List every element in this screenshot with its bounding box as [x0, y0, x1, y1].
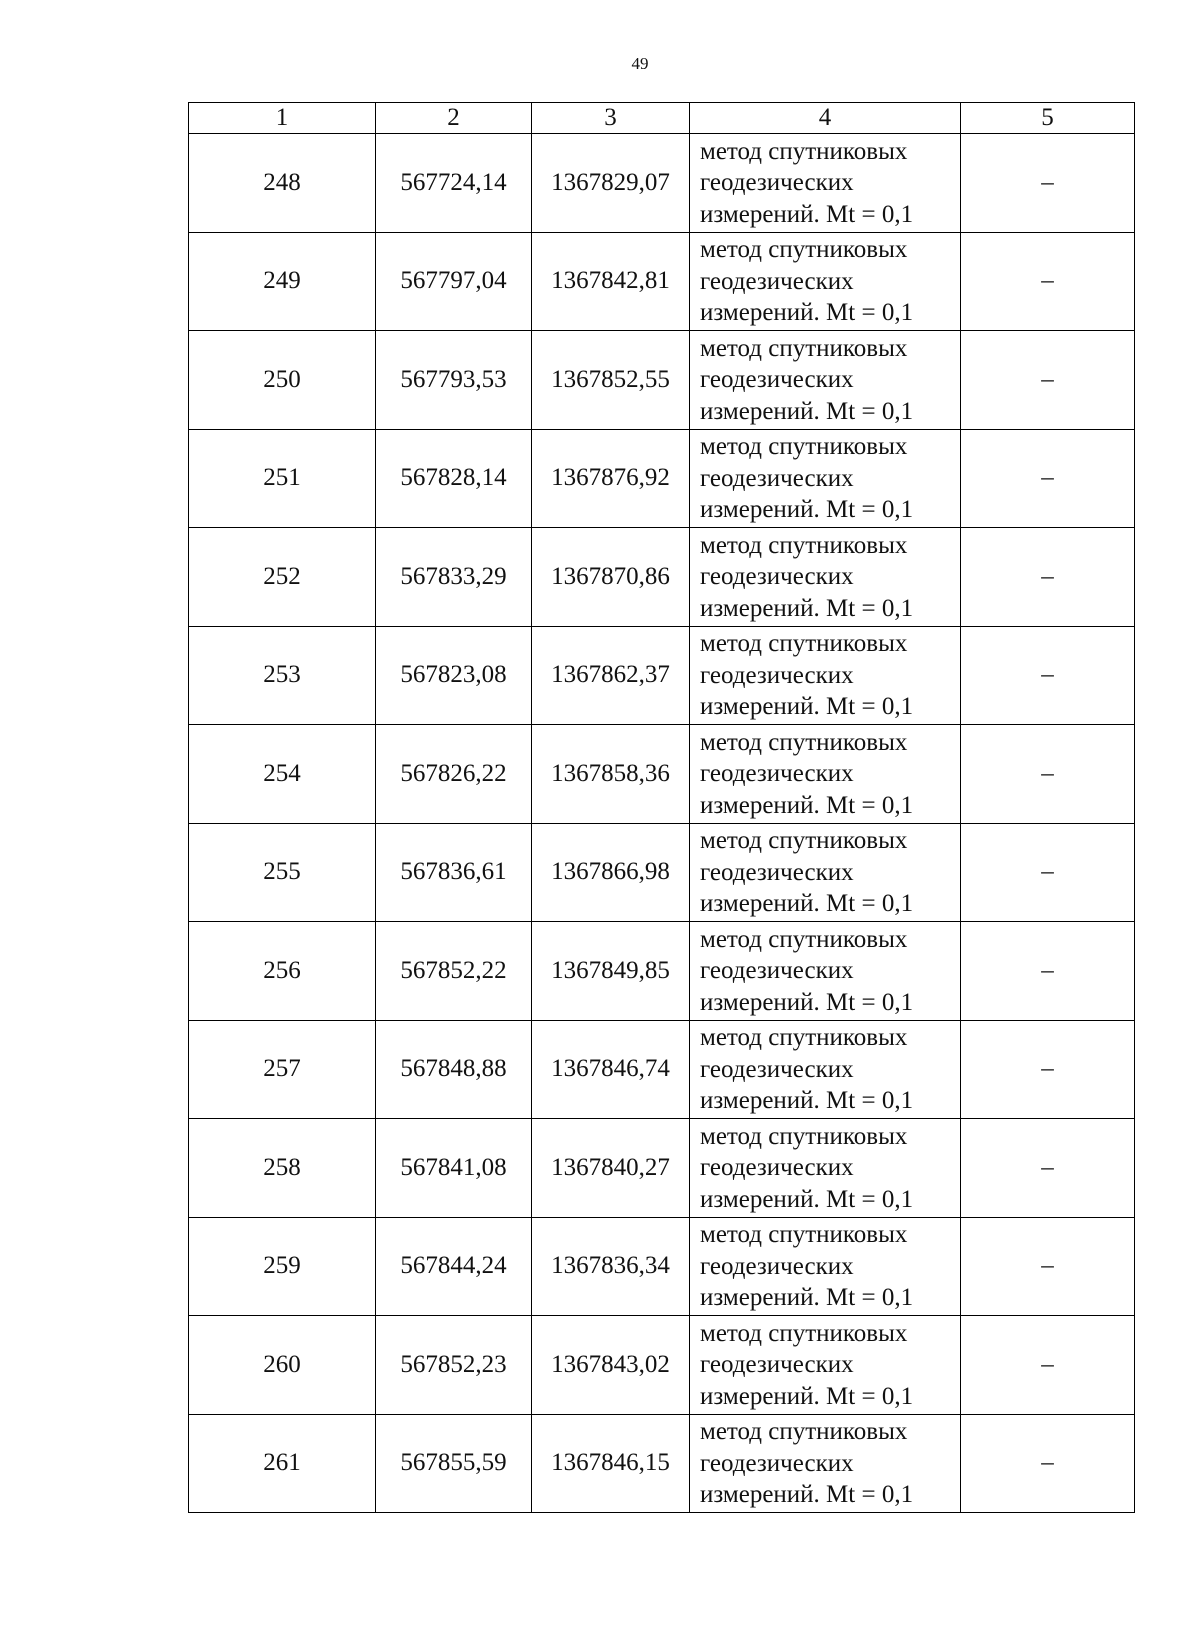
- method-line: метод спутниковых: [700, 137, 908, 165]
- note-cell: –: [961, 232, 1135, 331]
- method-line: измерений. Mt = 0,1: [700, 397, 914, 425]
- note-cell: –: [961, 1316, 1135, 1415]
- x-coordinate-cell: 567852,22: [376, 922, 532, 1021]
- method-line: метод спутниковых: [700, 1418, 908, 1445]
- note-cell: –: [961, 1119, 1135, 1218]
- method-line: метод спутниковых: [700, 334, 908, 362]
- note-cell: –: [961, 823, 1135, 922]
- note-cell: –: [961, 331, 1135, 430]
- table-row: [189, 1217, 1135, 1316]
- note-cell: –: [961, 1020, 1135, 1119]
- y-coordinate-cell: 1367862,37: [532, 626, 690, 725]
- y-coordinate-cell: 1367829,07: [532, 134, 690, 233]
- method-line: метод спутниковых: [700, 531, 908, 559]
- column-header-5: 5: [961, 103, 1135, 134]
- point-number-cell: 253: [189, 626, 376, 725]
- method-line: геодезических: [700, 1449, 854, 1477]
- y-coordinate-cell: 1367842,81: [532, 232, 690, 331]
- x-coordinate-cell: 567833,29: [376, 528, 532, 627]
- table-row: [189, 1119, 1135, 1218]
- method-line: геодезических: [700, 760, 854, 787]
- point-number-cell: 250: [189, 331, 376, 430]
- y-coordinate-cell: 1367836,34: [532, 1217, 690, 1316]
- method-line: метод спутниковых: [700, 1024, 908, 1051]
- method-cell: [690, 725, 961, 824]
- method-cell: [690, 1414, 961, 1513]
- method-line: измерений. Mt = 0,1: [700, 1185, 914, 1213]
- coordinates-table: [188, 102, 1135, 1513]
- x-coordinate-cell: 567724,14: [376, 134, 532, 233]
- method-line: геодезических: [700, 366, 854, 393]
- column-header-1: 1: [189, 103, 376, 134]
- method-cell: [690, 331, 961, 430]
- y-coordinate-cell: 1367849,85: [532, 922, 690, 1021]
- method-line: метод спутниковых: [700, 925, 908, 953]
- method-line: метод спутниковых: [700, 1319, 908, 1347]
- x-coordinate-cell: 567852,23: [376, 1316, 532, 1415]
- x-coordinate-cell: 567826,22: [376, 725, 532, 824]
- x-coordinate-cell: 567848,88: [376, 1020, 532, 1119]
- method-line: геодезических: [700, 957, 854, 984]
- x-coordinate-cell: 567841,08: [376, 1119, 532, 1218]
- method-line: измерений. Mt = 0,1: [700, 1284, 914, 1311]
- x-coordinate-cell: 567823,08: [376, 626, 532, 725]
- table-row: [189, 823, 1135, 922]
- point-number-cell: 251: [189, 429, 376, 528]
- table-header-row: [189, 103, 1135, 134]
- x-coordinate-cell: 567828,14: [376, 429, 532, 528]
- point-number-cell: 261: [189, 1414, 376, 1513]
- method-line: геодезических: [700, 267, 854, 295]
- note-cell: –: [961, 528, 1135, 627]
- method-cell: [690, 1217, 961, 1316]
- method-cell: [690, 134, 961, 233]
- method-line: геодезических: [700, 661, 854, 689]
- method-line: метод спутниковых: [700, 827, 908, 854]
- x-coordinate-cell: 567793,53: [376, 331, 532, 430]
- table-row: [189, 725, 1135, 824]
- method-cell: [690, 626, 961, 725]
- x-coordinate-cell: 567797,04: [376, 232, 532, 331]
- table-body: [189, 134, 1135, 1513]
- method-cell: [690, 429, 961, 528]
- method-line: геодезических: [700, 464, 854, 492]
- method-cell: [690, 232, 961, 331]
- method-cell: [690, 823, 961, 922]
- y-coordinate-cell: 1367852,55: [532, 331, 690, 430]
- column-header-4: 4: [690, 103, 961, 134]
- x-coordinate-cell: 567855,59: [376, 1414, 532, 1513]
- x-coordinate-cell: 567836,61: [376, 823, 532, 922]
- method-line: метод спутниковых: [700, 1122, 908, 1150]
- y-coordinate-cell: 1367840,27: [532, 1119, 690, 1218]
- method-line: измерений. Mt = 0,1: [700, 1382, 914, 1410]
- point-number-cell: 258: [189, 1119, 376, 1218]
- y-coordinate-cell: 1367866,98: [532, 823, 690, 922]
- method-line: метод спутниковых: [700, 1221, 908, 1248]
- method-line: геодезических: [700, 563, 854, 590]
- page-number: 49: [631, 54, 649, 73]
- method-line: измерений. Mt = 0,1: [700, 200, 914, 228]
- table-row: [189, 1020, 1135, 1119]
- method-line: измерений. Mt = 0,1: [700, 594, 914, 622]
- method-line: геодезических: [700, 1351, 854, 1378]
- y-coordinate-cell: 1367858,36: [532, 725, 690, 824]
- method-line: геодезических: [700, 858, 854, 886]
- table-row: [189, 232, 1135, 331]
- method-line: метод спутниковых: [700, 236, 908, 263]
- table-row: [189, 626, 1135, 725]
- point-number-cell: 257: [189, 1020, 376, 1119]
- table-row: [189, 134, 1135, 233]
- method-line: измерений. Mt = 0,1: [700, 890, 914, 917]
- table-row: [189, 1414, 1135, 1513]
- note-cell: –: [961, 429, 1135, 528]
- y-coordinate-cell: 1367846,74: [532, 1020, 690, 1119]
- y-coordinate-cell: 1367876,92: [532, 429, 690, 528]
- method-cell: [690, 528, 961, 627]
- point-number-cell: 259: [189, 1217, 376, 1316]
- method-line: метод спутниковых: [700, 433, 908, 460]
- table-row: [189, 1316, 1135, 1415]
- table-row: [189, 429, 1135, 528]
- method-line: метод спутниковых: [700, 630, 908, 657]
- method-line: геодезических: [700, 1055, 854, 1083]
- column-header-2: 2: [376, 103, 532, 134]
- point-number-cell: 255: [189, 823, 376, 922]
- method-cell: [690, 922, 961, 1021]
- point-number-cell: 260: [189, 1316, 376, 1415]
- point-number-cell: 252: [189, 528, 376, 627]
- y-coordinate-cell: 1367846,15: [532, 1414, 690, 1513]
- note-cell: –: [961, 134, 1135, 233]
- method-line: измерений. Mt = 0,1: [700, 693, 914, 720]
- note-cell: –: [961, 922, 1135, 1021]
- method-line: геодезических: [700, 169, 854, 196]
- y-coordinate-cell: 1367870,86: [532, 528, 690, 627]
- note-cell: –: [961, 725, 1135, 824]
- x-coordinate-cell: 567844,24: [376, 1217, 532, 1316]
- method-line: измерений. Mt = 0,1: [700, 1087, 914, 1114]
- note-cell: –: [961, 1217, 1135, 1316]
- method-line: измерений. Mt = 0,1: [700, 496, 914, 523]
- method-line: геодезических: [700, 1154, 854, 1181]
- table-row: [189, 528, 1135, 627]
- point-number-cell: 256: [189, 922, 376, 1021]
- table-row: [189, 922, 1135, 1021]
- table-row: [189, 331, 1135, 430]
- method-cell: [690, 1020, 961, 1119]
- method-cell: [690, 1316, 961, 1415]
- y-coordinate-cell: 1367843,02: [532, 1316, 690, 1415]
- method-cell: [690, 1119, 961, 1218]
- method-line: измерений. Mt = 0,1: [700, 791, 914, 819]
- note-cell: –: [961, 626, 1135, 725]
- note-cell: –: [961, 1414, 1135, 1513]
- method-line: измерений. Mt = 0,1: [700, 1481, 914, 1508]
- method-line: геодезических: [700, 1252, 854, 1280]
- method-line: метод спутниковых: [700, 728, 908, 756]
- column-header-3: 3: [532, 103, 690, 134]
- point-number-cell: 249: [189, 232, 376, 331]
- point-number-cell: 248: [189, 134, 376, 233]
- method-line: измерений. Mt = 0,1: [700, 988, 914, 1016]
- method-line: измерений. Mt = 0,1: [700, 299, 914, 326]
- point-number-cell: 254: [189, 725, 376, 824]
